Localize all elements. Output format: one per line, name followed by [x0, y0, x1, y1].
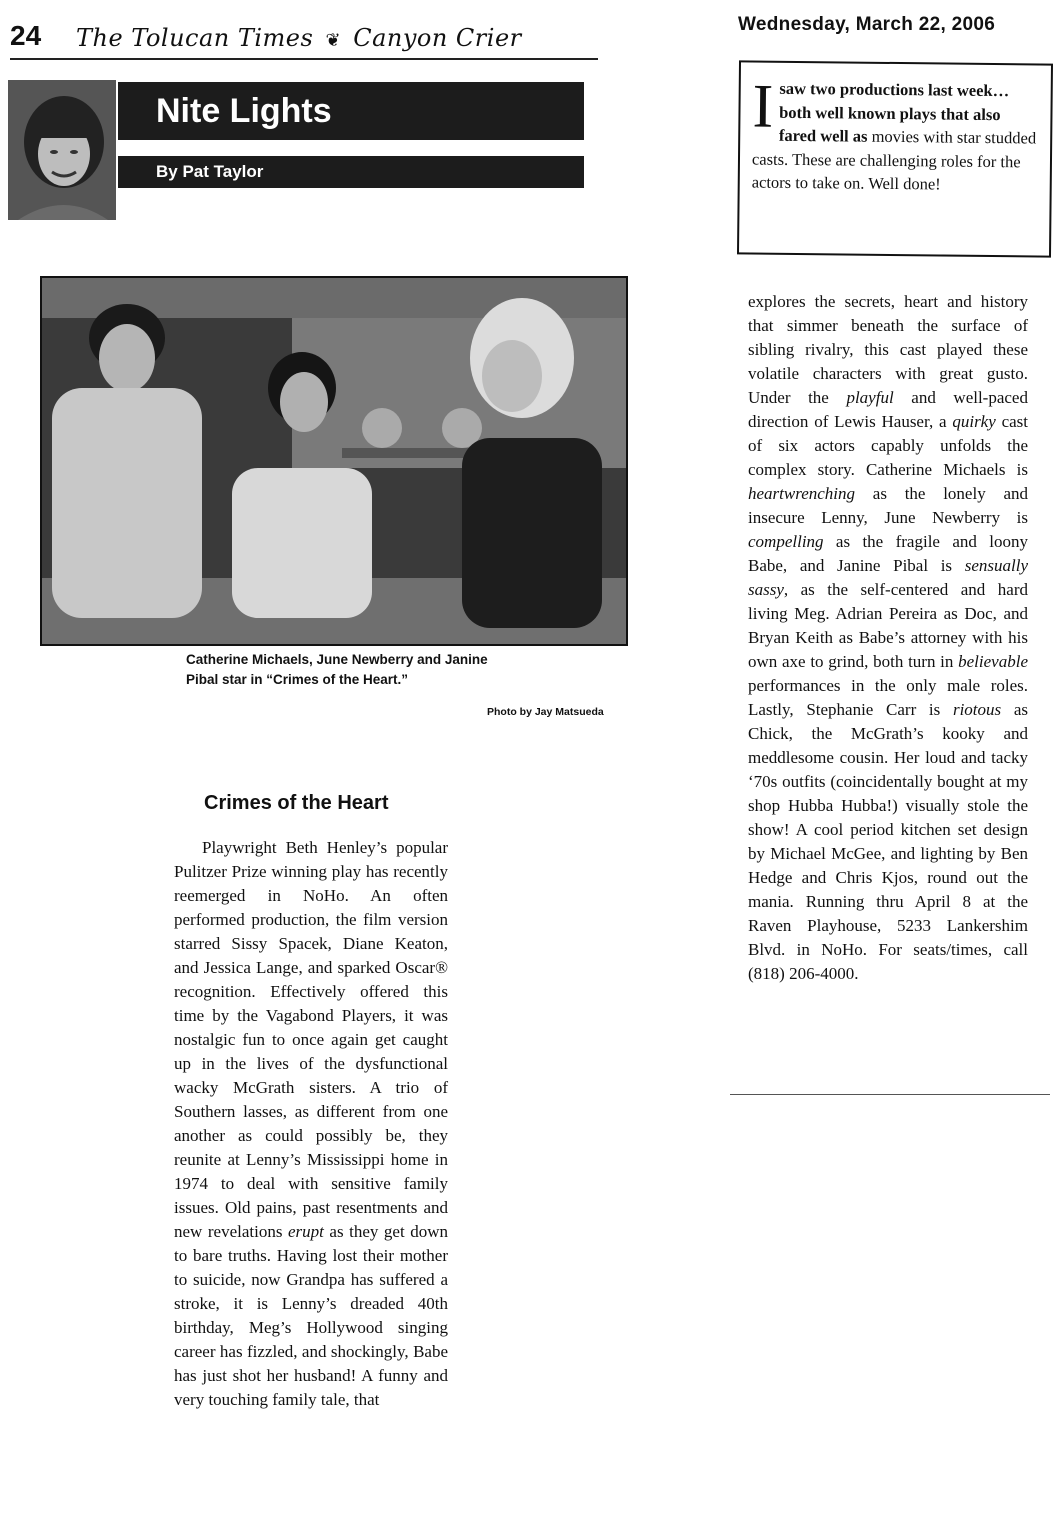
emphasis-text: playful: [846, 388, 894, 407]
article-paragraph: [174, 836, 448, 1412]
author-photo: [8, 80, 116, 220]
emphasis-text: riotous: [952, 700, 1002, 719]
body-text: explores the secrets, heart and history that simmer beneath the surface of sibling rivalry, this cast played these volatile characters with great gusto. Under the: [748, 292, 1028, 407]
article-column-left: [174, 836, 448, 1412]
masthead-right: Canyon Crier: [353, 24, 522, 52]
emphasis-text: believable: [958, 652, 1028, 671]
body-text: as Chick, the McGrath’s kooky and meddlesome cousin. Her loud and tacky ‘70s outfits (coincidentally bought at my shop Hubba Hubba!) visually stole the show! A cool period kitchen set design by Michael McGee, and lighting by Ben Hedge and Chris Kjos, round out the mania. Running thru April 8 at the Raven Playhouse, 5233 Lankershim Blvd. in NoHo. For seats/times, call (818) 206-4000.: [748, 700, 1028, 983]
production-photo: [40, 276, 628, 646]
body-text: Playwright Beth Henley’s popular Pulitzer Prize winning play has recently reemerged in NoHo. An often performed production, the film version starred Sissy Spacek, Diane Keaton, and Jessica Lange, and sparked Oscar® recognition. Effectively offered this time by the Vagabond Players, it was nostalgic fun to once again get caught up in the lives of the dysfunctional wacky McGrath sisters. A trio of Southern lasses, as different from one another as could possibly be, they reunite at Lenny’s Mississippi home in 1974 to deal with sensitive family issues. Old pains, past resentments and new revelations: [174, 838, 448, 1241]
emphasis-text: quirky: [952, 412, 996, 431]
pull-quote-dropcap: I: [752, 72, 774, 141]
byline: By Pat Taylor: [156, 162, 264, 181]
header-rule: [10, 58, 598, 60]
article-headline: Crimes of the Heart: [204, 792, 389, 814]
photo-caption: Catherine Michaels, June Newberry and Janine Pibal star in “Crimes of the Heart.”: [186, 652, 488, 687]
pull-quote-text: movies with star studded casts. These are challenging roles for the actors to take on. Well done!: [751, 126, 1037, 194]
swan-icon: ❦: [325, 30, 342, 51]
body-text: and well-paced direction of Lewis Hauser, a: [748, 388, 1028, 431]
photo-credit: Photo by Jay Matsueda: [487, 706, 604, 718]
pull-quote: [737, 60, 1053, 257]
body-text: as the fragile and loony Babe, and Janine Pibal is: [748, 532, 1028, 575]
body-text: as the lonely and insecure Lenny, June Newberry is: [748, 484, 1028, 527]
emphasis-text: erupt: [287, 1222, 324, 1241]
masthead-left: The Tolucan Times: [76, 24, 314, 52]
production-photo-illustration: [42, 278, 626, 644]
body-text: performances in the only male roles. Lastly, Stephanie Carr is: [748, 676, 1028, 719]
emphasis-text: heartwrenching: [748, 484, 856, 503]
body-text: cast of six actors capably unfolds the complex story. Catherine Michaels is: [748, 412, 1028, 479]
author-portrait-illustration: [8, 80, 116, 220]
page-number: 24: [10, 20, 42, 51]
column-end-rule: [730, 1094, 1050, 1095]
article-paragraph: [748, 290, 1028, 986]
pull-quote-lead: saw two productions last week…both well known plays that also fared well as: [778, 78, 1010, 146]
emphasis-text: sensually sassy: [748, 556, 1028, 599]
body-text: as they get down to bare truths. Having lost their mother to suicide, now Grandpa has suffered a stroke, it is Lenny’s dreaded 40th birthday, Meg’s Hollywood singing career has fizzled, and shockingly, Babe has just shot her husband! A funny and very touching family tale, that: [174, 1222, 448, 1409]
emphasis-text: compelling: [748, 532, 824, 551]
issue-date: Wednesday, March 22, 2006: [738, 14, 996, 35]
body-text: , as the self-centered and hard living Meg. Adrian Pereira as Doc, and Bryan Keith as Babe’s attorney with his own axe to grind, both turn in: [748, 580, 1028, 671]
article-column-right: [748, 290, 1028, 986]
masthead: [76, 24, 522, 52]
column-title: Nite Lights: [156, 92, 332, 130]
